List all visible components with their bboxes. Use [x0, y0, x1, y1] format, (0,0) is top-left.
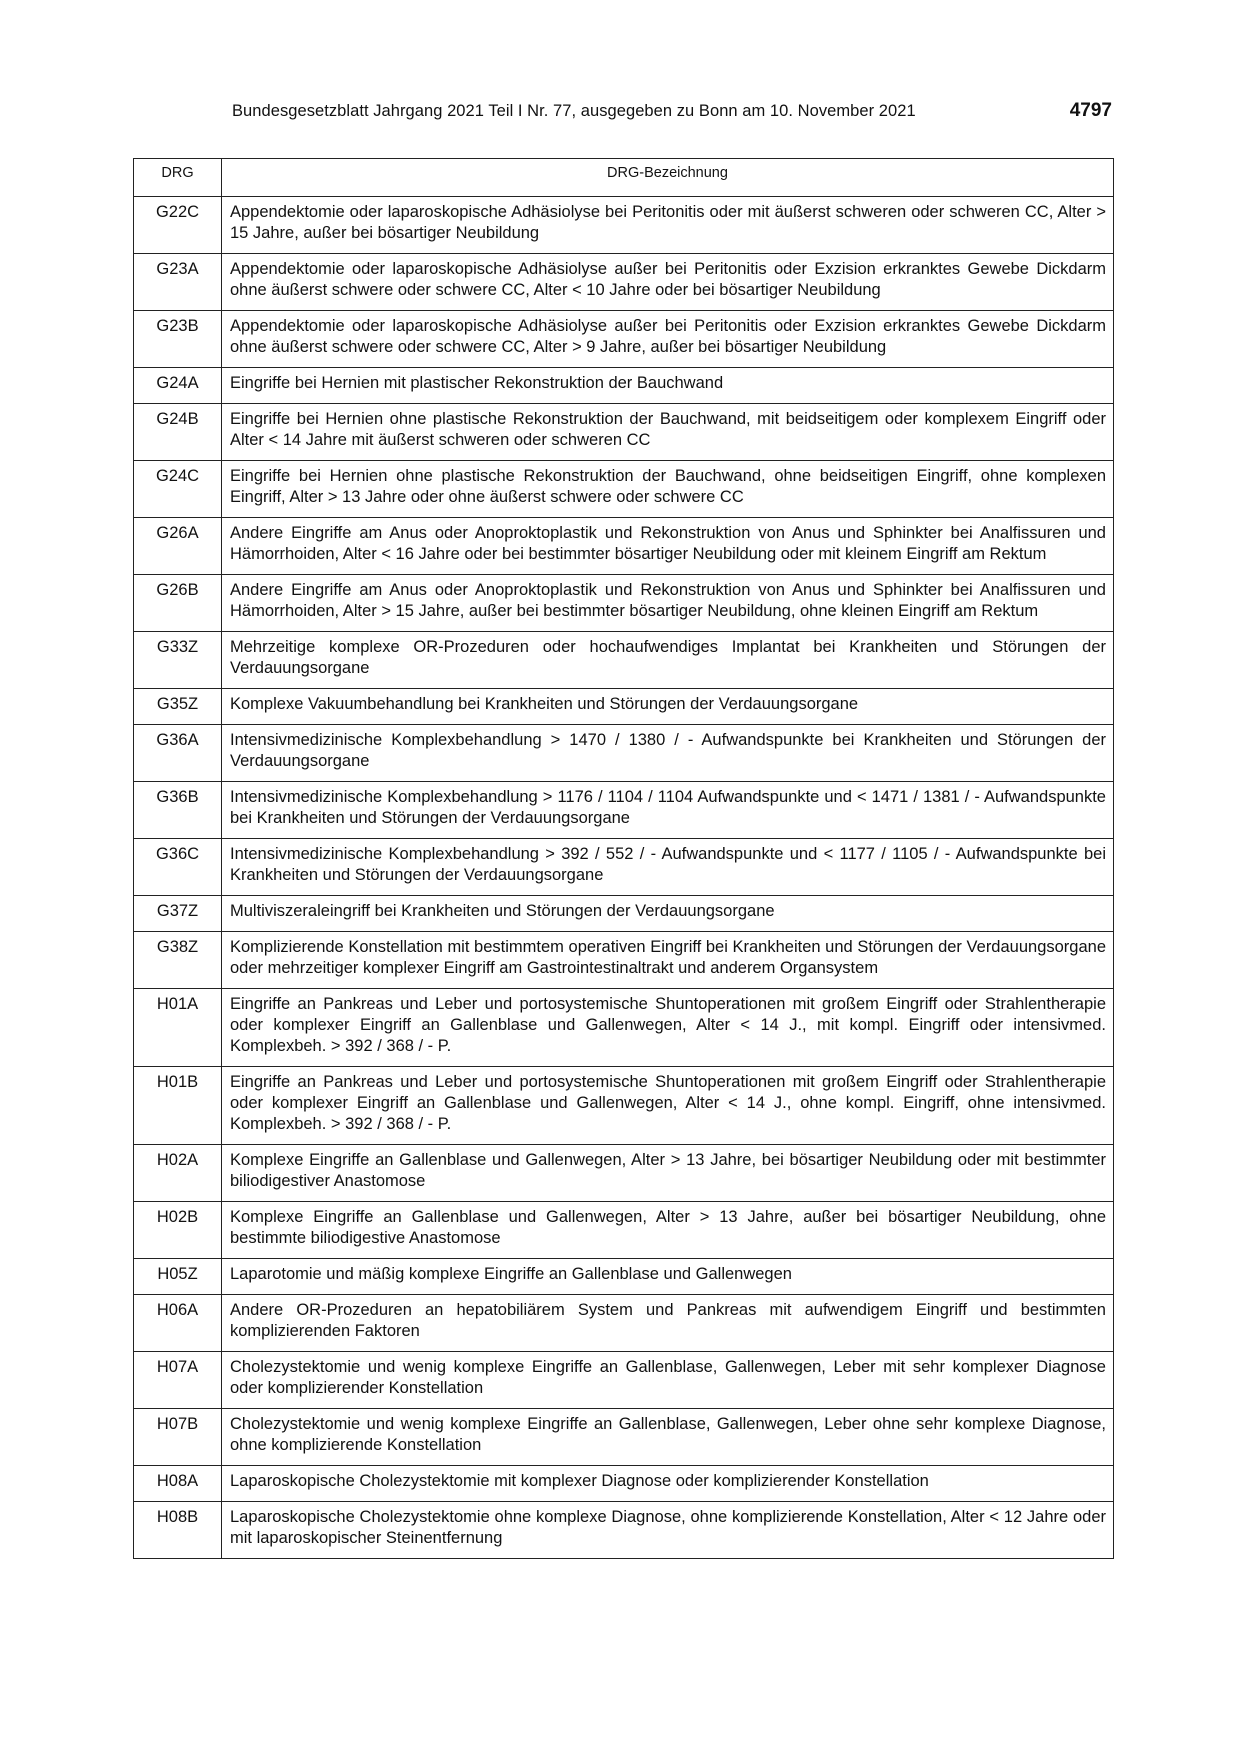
drg-code-cell: H06A — [134, 1295, 222, 1352]
drg-code-cell: H02A — [134, 1145, 222, 1202]
drg-description-cell: Multiviszeraleingriff bei Krankheiten und Störungen der Verdauungsorgane — [222, 896, 1114, 932]
drg-description-cell: Intensivmedizinische Komplexbehandlung > 392 / 552 / - Aufwandspunkte und < 1177 / 1105 / - Aufwandspunkte bei Krankheiten und Störungen der Verdauungsorgane — [222, 839, 1114, 896]
column-header-drg-bezeichnung: DRG-Bezeichnung — [222, 159, 1114, 197]
drg-table — [133, 158, 1114, 1559]
drg-code-cell: G37Z — [134, 896, 222, 932]
table-row — [134, 1259, 1114, 1295]
table-row — [134, 368, 1114, 404]
table-row — [134, 1295, 1114, 1352]
drg-description-cell: Andere Eingriffe am Anus oder Anoproktoplastik und Rekonstruktion von Anus und Sphinkter bei Analfissuren und Hämorrhoiden, Alter < 16 Jahre oder bei bestimmter bösartiger Neubildung oder mit kleinem Eingriff am Rektum — [222, 518, 1114, 575]
table-row — [134, 689, 1114, 725]
page-header — [232, 100, 1112, 126]
table-row — [134, 1202, 1114, 1259]
drg-code-cell: G36A — [134, 725, 222, 782]
table-row — [134, 1466, 1114, 1502]
drg-code-cell: H01A — [134, 989, 222, 1067]
drg-description-cell: Appendektomie oder laparoskopische Adhäsiolyse bei Peritonitis oder mit äußerst schweren oder schweren CC, Alter > 15 Jahre, außer bei bösartiger Neubildung — [222, 197, 1114, 254]
drg-description-cell: Komplexe Vakuumbehandlung bei Krankheiten und Störungen der Verdauungsorgane — [222, 689, 1114, 725]
table-row — [134, 1502, 1114, 1559]
table-row — [134, 989, 1114, 1067]
drg-code-cell: G23A — [134, 254, 222, 311]
drg-code-cell: G36B — [134, 782, 222, 839]
drg-description-cell: Eingriffe bei Hernien mit plastischer Rekonstruktion der Bauchwand — [222, 368, 1114, 404]
drg-description-cell: Mehrzeitige komplexe OR-Prozeduren oder hochaufwendiges Implantat bei Krankheiten und Störungen der Verdauungsorgane — [222, 632, 1114, 689]
table-row — [134, 932, 1114, 989]
drg-code-cell: H05Z — [134, 1259, 222, 1295]
table-row — [134, 725, 1114, 782]
table-row — [134, 461, 1114, 518]
drg-description-cell: Intensivmedizinische Komplexbehandlung > 1176 / 1104 / 1104 Aufwandspunkte und < 1471 / 1381 / - Aufwandspunkte bei Krankheiten und Störungen der Verdauungsorgane — [222, 782, 1114, 839]
table-row — [134, 575, 1114, 632]
drg-code-cell: G24A — [134, 368, 222, 404]
table-row — [134, 896, 1114, 932]
drg-description-cell: Cholezystektomie und wenig komplexe Eingriffe an Gallenblase, Gallenwegen, Leber ohne sehr komplexe Diagnose, ohne komplizierende Konstellation — [222, 1409, 1114, 1466]
drg-code-cell: G22C — [134, 197, 222, 254]
column-header-drg: DRG — [134, 159, 222, 197]
drg-code-cell: G24C — [134, 461, 222, 518]
page-number: 4797 — [1069, 100, 1112, 121]
drg-description-cell: Laparoskopische Cholezystektomie ohne komplexe Diagnose, ohne komplizierende Konstellation, Alter < 12 Jahre oder mit laparoskopischer Steinentfernung — [222, 1502, 1114, 1559]
drg-description-cell: Eingriffe an Pankreas und Leber und portosystemische Shuntoperationen mit großem Eingriff oder Strahlentherapie oder komplexer Eingriff an Gallenblase und Gallenwegen, Alter < 14 J., ohne kompl. Eingriff, ohne intensivmed. Komplexbeh. > 392 / 368 / - P. — [222, 1067, 1114, 1145]
drg-code-cell: G26A — [134, 518, 222, 575]
table-header-row — [134, 159, 1114, 197]
drg-description-cell: Appendektomie oder laparoskopische Adhäsiolyse außer bei Peritonitis oder Exzision erkranktes Gewebe Dickdarm ohne äußerst schwere oder schwere CC, Alter > 9 Jahre, außer bei bösartiger Neubildung — [222, 311, 1114, 368]
drg-code-cell: H01B — [134, 1067, 222, 1145]
drg-code-cell: G33Z — [134, 632, 222, 689]
drg-description-cell: Komplizierende Konstellation mit bestimmtem operativen Eingriff bei Krankheiten und Störungen der Verdauungsorgane oder mehrzeitiger komplexer Eingriff am Gastrointestinaltrakt und anderem Organsystem — [222, 932, 1114, 989]
drg-description-cell: Andere Eingriffe am Anus oder Anoproktoplastik und Rekonstruktion von Anus und Sphinkter bei Analfissuren und Hämorrhoiden, Alter > 15 Jahre, außer bei bestimmter bösartiger Neubildung, ohne kleinen Eingriff am Rektum — [222, 575, 1114, 632]
drg-description-cell: Eingriffe bei Hernien ohne plastische Rekonstruktion der Bauchwand, mit beidseitigem oder komplexem Eingriff oder Alter < 14 Jahre mit äußerst schweren oder schweren CC — [222, 404, 1114, 461]
table-row — [134, 254, 1114, 311]
drg-code-cell: H07B — [134, 1409, 222, 1466]
drg-description-cell: Cholezystektomie und wenig komplexe Eingriffe an Gallenblase, Gallenwegen, Leber mit sehr komplexer Diagnose oder komplizierender Konstellation — [222, 1352, 1114, 1409]
drg-description-cell: Intensivmedizinische Komplexbehandlung > 1470 / 1380 / - Aufwandspunkte bei Krankheiten und Störungen der Verdauungsorgane — [222, 725, 1114, 782]
table-row — [134, 782, 1114, 839]
drg-description-cell: Eingriffe bei Hernien ohne plastische Rekonstruktion der Bauchwand, ohne beidseitigen Eingriff, ohne komplexen Eingriff, Alter > 13 Jahre oder ohne äußerst schwere oder schwere CC — [222, 461, 1114, 518]
drg-code-cell: G26B — [134, 575, 222, 632]
drg-description-cell: Appendektomie oder laparoskopische Adhäsiolyse außer bei Peritonitis oder Exzision erkranktes Gewebe Dickdarm ohne äußerst schwere oder schwere CC, Alter < 10 Jahre oder bei bösartiger Neubildung — [222, 254, 1114, 311]
table-body — [134, 197, 1114, 1559]
drg-code-cell: G35Z — [134, 689, 222, 725]
table-row — [134, 839, 1114, 896]
table-row — [134, 1067, 1114, 1145]
table-row — [134, 1352, 1114, 1409]
drg-code-cell: G23B — [134, 311, 222, 368]
drg-code-cell: H02B — [134, 1202, 222, 1259]
drg-description-cell: Komplexe Eingriffe an Gallenblase und Gallenwegen, Alter > 13 Jahre, bei bösartiger Neubildung oder mit bestimmter biliodigestiver Anastomose — [222, 1145, 1114, 1202]
table-row — [134, 632, 1114, 689]
drg-description-cell: Eingriffe an Pankreas und Leber und portosystemische Shuntoperationen mit großem Eingriff oder Strahlentherapie oder komplexer Eingriff an Gallenblase und Gallenwegen, Alter < 14 J., mit kompl. Eingriff oder intensivmed. Komplexbeh. > 392 / 368 / - P. — [222, 989, 1114, 1067]
drg-code-cell: H08A — [134, 1466, 222, 1502]
drg-code-cell: H08B — [134, 1502, 222, 1559]
drg-description-cell: Laparotomie und mäßig komplexe Eingriffe an Gallenblase und Gallenwegen — [222, 1259, 1114, 1295]
table-row — [134, 1145, 1114, 1202]
table-row — [134, 311, 1114, 368]
drg-code-cell: G24B — [134, 404, 222, 461]
table-row — [134, 197, 1114, 254]
table-row — [134, 518, 1114, 575]
table-row — [134, 1409, 1114, 1466]
drg-description-cell: Komplexe Eingriffe an Gallenblase und Gallenwegen, Alter > 13 Jahre, außer bei bösartiger Neubildung, ohne bestimmte biliodigestive Anastomose — [222, 1202, 1114, 1259]
drg-code-cell: G38Z — [134, 932, 222, 989]
drg-code-cell: H07A — [134, 1352, 222, 1409]
drg-description-cell: Andere OR-Prozeduren an hepatobiliärem System und Pankreas mit aufwendigem Eingriff und bestimmten komplizierenden Faktoren — [222, 1295, 1114, 1352]
drg-description-cell: Laparoskopische Cholezystektomie mit komplexer Diagnose oder komplizierender Konstellation — [222, 1466, 1114, 1502]
table-row — [134, 404, 1114, 461]
drg-code-cell: G36C — [134, 839, 222, 896]
header-text: Bundesgesetzblatt Jahrgang 2021 Teil I Nr. 77, ausgegeben zu Bonn am 10. November 2021 — [232, 102, 916, 120]
